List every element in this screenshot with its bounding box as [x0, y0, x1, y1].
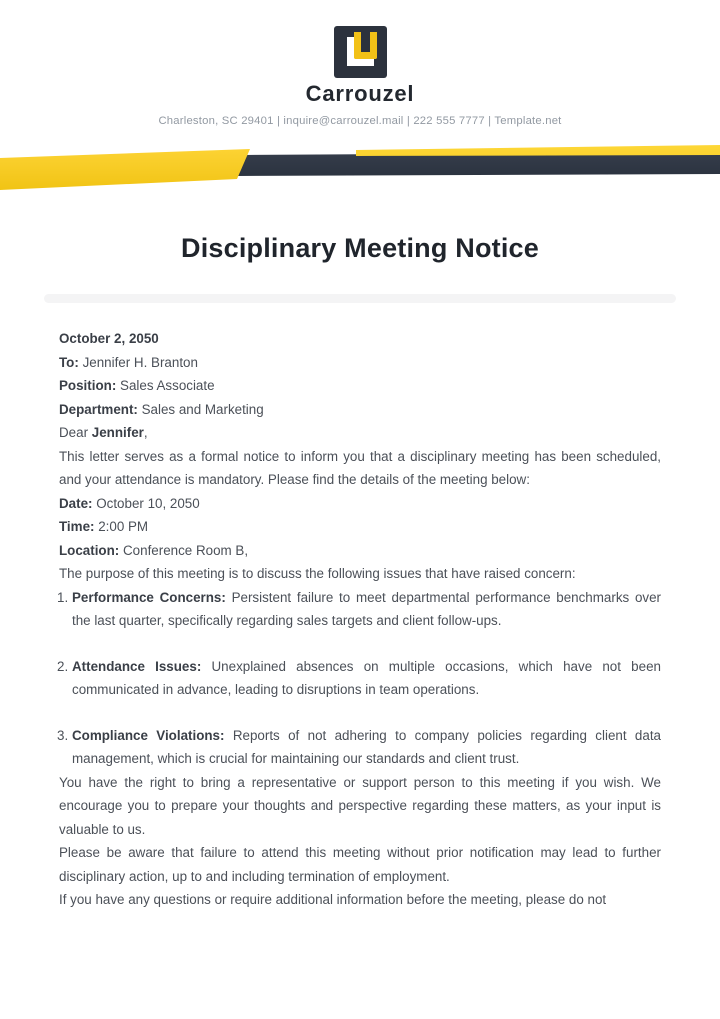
banner-stripes [0, 140, 720, 200]
meeting-date-line [59, 492, 661, 516]
position-label: Position: [59, 378, 117, 393]
company-name: Carrouzel [305, 81, 415, 106]
representative-paragraph: You have the right to bring a representative or support person to this meeting if you wish. We encourage you to prepare your thoughts and perspective regarding these matters, as your input is valuable to us. [59, 774, 661, 837]
issue-number: 2. [57, 658, 69, 674]
recipient-position-line [59, 374, 661, 398]
recipient-to-line [59, 351, 661, 375]
purpose-line: The purpose of this meeting is to discuss the following issues that have raised concern: [59, 566, 576, 581]
issue-text: Unexplained absences on multiple occasions, which have not been communicated in advance, leading to disruptions in team operations. [72, 658, 661, 697]
issue-label: Performance Concerns: [72, 589, 226, 605]
questions-paragraph: If you have any questions or require additional information before the meeting, please do not [59, 892, 607, 907]
meeting-location-line [59, 539, 661, 563]
issue-item-1 [59, 586, 661, 633]
contact-line: Charleston, SC 29401 | inquire@carrouzel.mail | 222 555 7777 | Template.net [158, 115, 562, 127]
issue-label: Attendance Issues: [72, 658, 202, 674]
intro-paragraph: This letter serves as a formal notice to inform you that a disciplinary meeting has been scheduled, and your attendance is mandatory. Please find the details of the meeting below: [59, 448, 661, 487]
letterhead [0, 0, 720, 127]
issue-item-3 [59, 724, 661, 771]
issue-text: Reports of not adhering to company policies regarding client data management, which is crucial for maintaining our standards and client trust. [72, 727, 661, 766]
meeting-time-line [59, 515, 661, 539]
meeting-location-label: Location: [59, 542, 120, 558]
attendance-warning-paragraph: Please be aware that failure to attend this meeting without prior notification may lead to further disciplinary action, up to and including termination of employment. [59, 845, 661, 884]
issue-text: Persistent failure to meet departmental performance benchmarks over the last quarter, specifically regarding sales targets and client follow-ups. [72, 589, 661, 628]
issue-item-2 [59, 655, 661, 702]
to-label: To: [59, 354, 79, 370]
position-value: Sales Associate [120, 378, 215, 393]
department-label: Department: [59, 401, 138, 417]
meeting-date-label: Date: [59, 495, 93, 511]
issue-number: 3. [57, 727, 69, 743]
title-divider [44, 294, 676, 303]
sent-date-text: October 2, 2050 [59, 331, 159, 346]
salutation: Dear Jennifer, [59, 425, 148, 440]
meeting-location-value: Conference Room B, [123, 542, 249, 558]
meeting-time-value: 2:00 PM [98, 519, 149, 534]
issue-number: 1. [57, 589, 69, 605]
meeting-time-label: Time: [59, 519, 95, 534]
logo-letter-u-icon [354, 32, 377, 59]
company-logo [334, 26, 387, 78]
to-value: Jennifer H. Branton [82, 354, 198, 370]
issue-label: Compliance Violations: [72, 727, 225, 743]
department-value: Sales and Marketing [141, 401, 264, 417]
letter-body [59, 327, 661, 912]
meeting-date-value: October 10, 2050 [96, 495, 200, 511]
sent-date [59, 327, 661, 351]
recipient-department-line [59, 398, 661, 422]
page-title: Disciplinary Meeting Notice [181, 233, 539, 263]
salutation-name: Jennifer [91, 425, 144, 440]
